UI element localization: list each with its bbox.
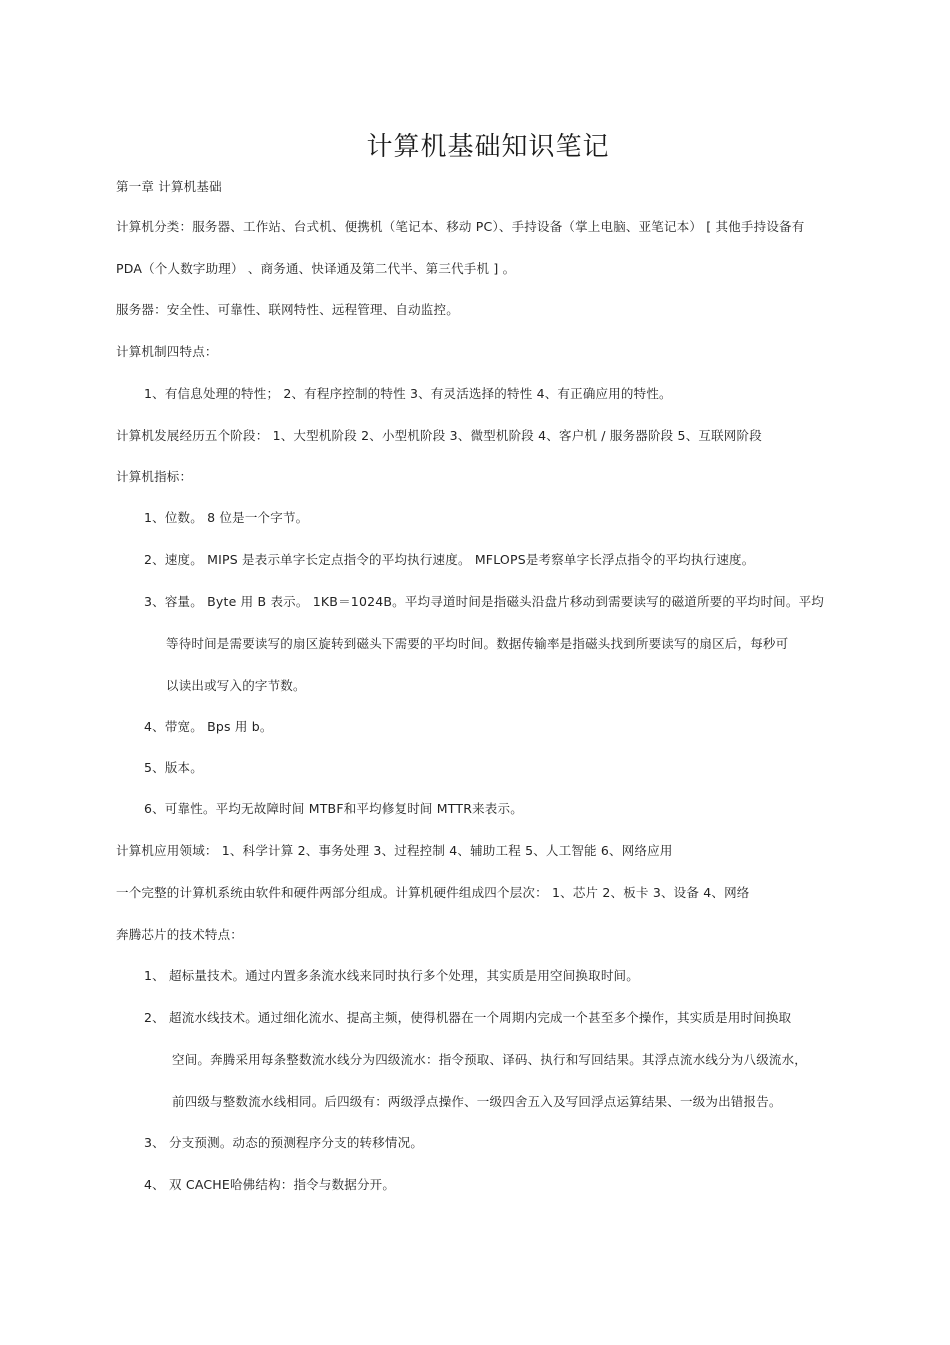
list-item: 2、速度。 MIPS 是表示单字长定点指令的平均执行速度。 MFLOPS是考察单字长浮点指令的平均执行速度。 <box>144 552 755 567</box>
text-line: 一个完整的计算机系统由软件和硬件两部分组成。计算机硬件组成四个层次： 1、芯片 2、板卡 3、设备 4、网络 <box>116 885 750 900</box>
text-line: 计算机发展经历五个阶段： 1、大型机阶段 2、小型机阶段 3、微型机阶段 4、客户机 / 服务器阶段 5、互联网阶段 <box>116 428 762 443</box>
list-item: 2、 超流水线技术。通过细化流水、提高主频，使得机器在一个周期内完成一个甚至多个操作，其实质是用时间换取 <box>144 1010 792 1025</box>
list-item-continuation: 前四级与整数流水线相同。后四级有：两级浮点操作、一级四舍五入及写回浮点运算结果、一级为出错报告。 <box>172 1094 782 1109</box>
text-line: PDA（个人数字助理） 、商务通、快译通及第二代半、第三代手机 ] 。 <box>116 261 516 276</box>
page-title: 计算机基础知识笔记 <box>366 132 610 162</box>
list-item: 4、 双 CACHE哈佛结构：指令与数据分开。 <box>144 1177 396 1192</box>
list-item: 5、版本。 <box>144 760 203 775</box>
chapter-heading: 第一章 计算机基础 <box>116 179 222 194</box>
text-line: 计算机应用领域： 1、科学计算 2、事务处理 3、过程控制 4、辅助工程 5、人工智能 6、网络应用 <box>116 843 673 858</box>
list-item: 6、可靠性。平均无故障时间 MTBF和平均修复时间 MTTR来表示。 <box>144 801 523 816</box>
list-item: 3、容量。 Byte 用 B 表示。 1KB＝1024B。平均寻道时间是指磁头沿盘片移动到需要读写的磁道所要的平均时间。平均 <box>144 594 824 609</box>
list-item: 1、 超标量技术。通过内置多条流水线来同时执行多个处理，其实质是用空间换取时间。 <box>144 968 639 983</box>
list-item-continuation: 以读出或写入的字节数。 <box>166 678 306 693</box>
text-line: 计算机分类：服务器、工作站、台式机、便携机（笔记本、移动 PC）、手持设备（掌上电脑、亚笔记本） [ 其他手持设备有 <box>116 219 805 234</box>
list-item: 3、 分支预测。动态的预测程序分支的转移情况。 <box>144 1135 424 1150</box>
text-line: 计算机制四特点： <box>116 344 218 359</box>
list-item: 1、有信息处理的特性； 2、有程序控制的特性 3、有灵活选择的特性 4、有正确应用的特性。 <box>144 386 672 401</box>
list-item-continuation: 等待时间是需要读写的扇区旋转到磁头下需要的平均时间。数据传输率是指磁头找到所要读写的扇区后，每秒可 <box>166 636 789 651</box>
list-item: 4、带宽。 Bps 用 b。 <box>144 719 273 734</box>
text-line: 服务器：安全性、可靠性、联网特性、远程管理、自动监控。 <box>116 302 459 317</box>
text-line: 计算机指标： <box>116 469 193 484</box>
list-item: 1、位数。 8 位是一个字节。 <box>144 510 309 525</box>
list-item-continuation: 空间。奔腾采用每条整数流水线分为四级流水：指令预取、译码、执行和写回结果。其浮点流水线分为八级流水， <box>172 1052 808 1067</box>
text-line: 奔腾芯片的技术特点： <box>116 927 244 942</box>
